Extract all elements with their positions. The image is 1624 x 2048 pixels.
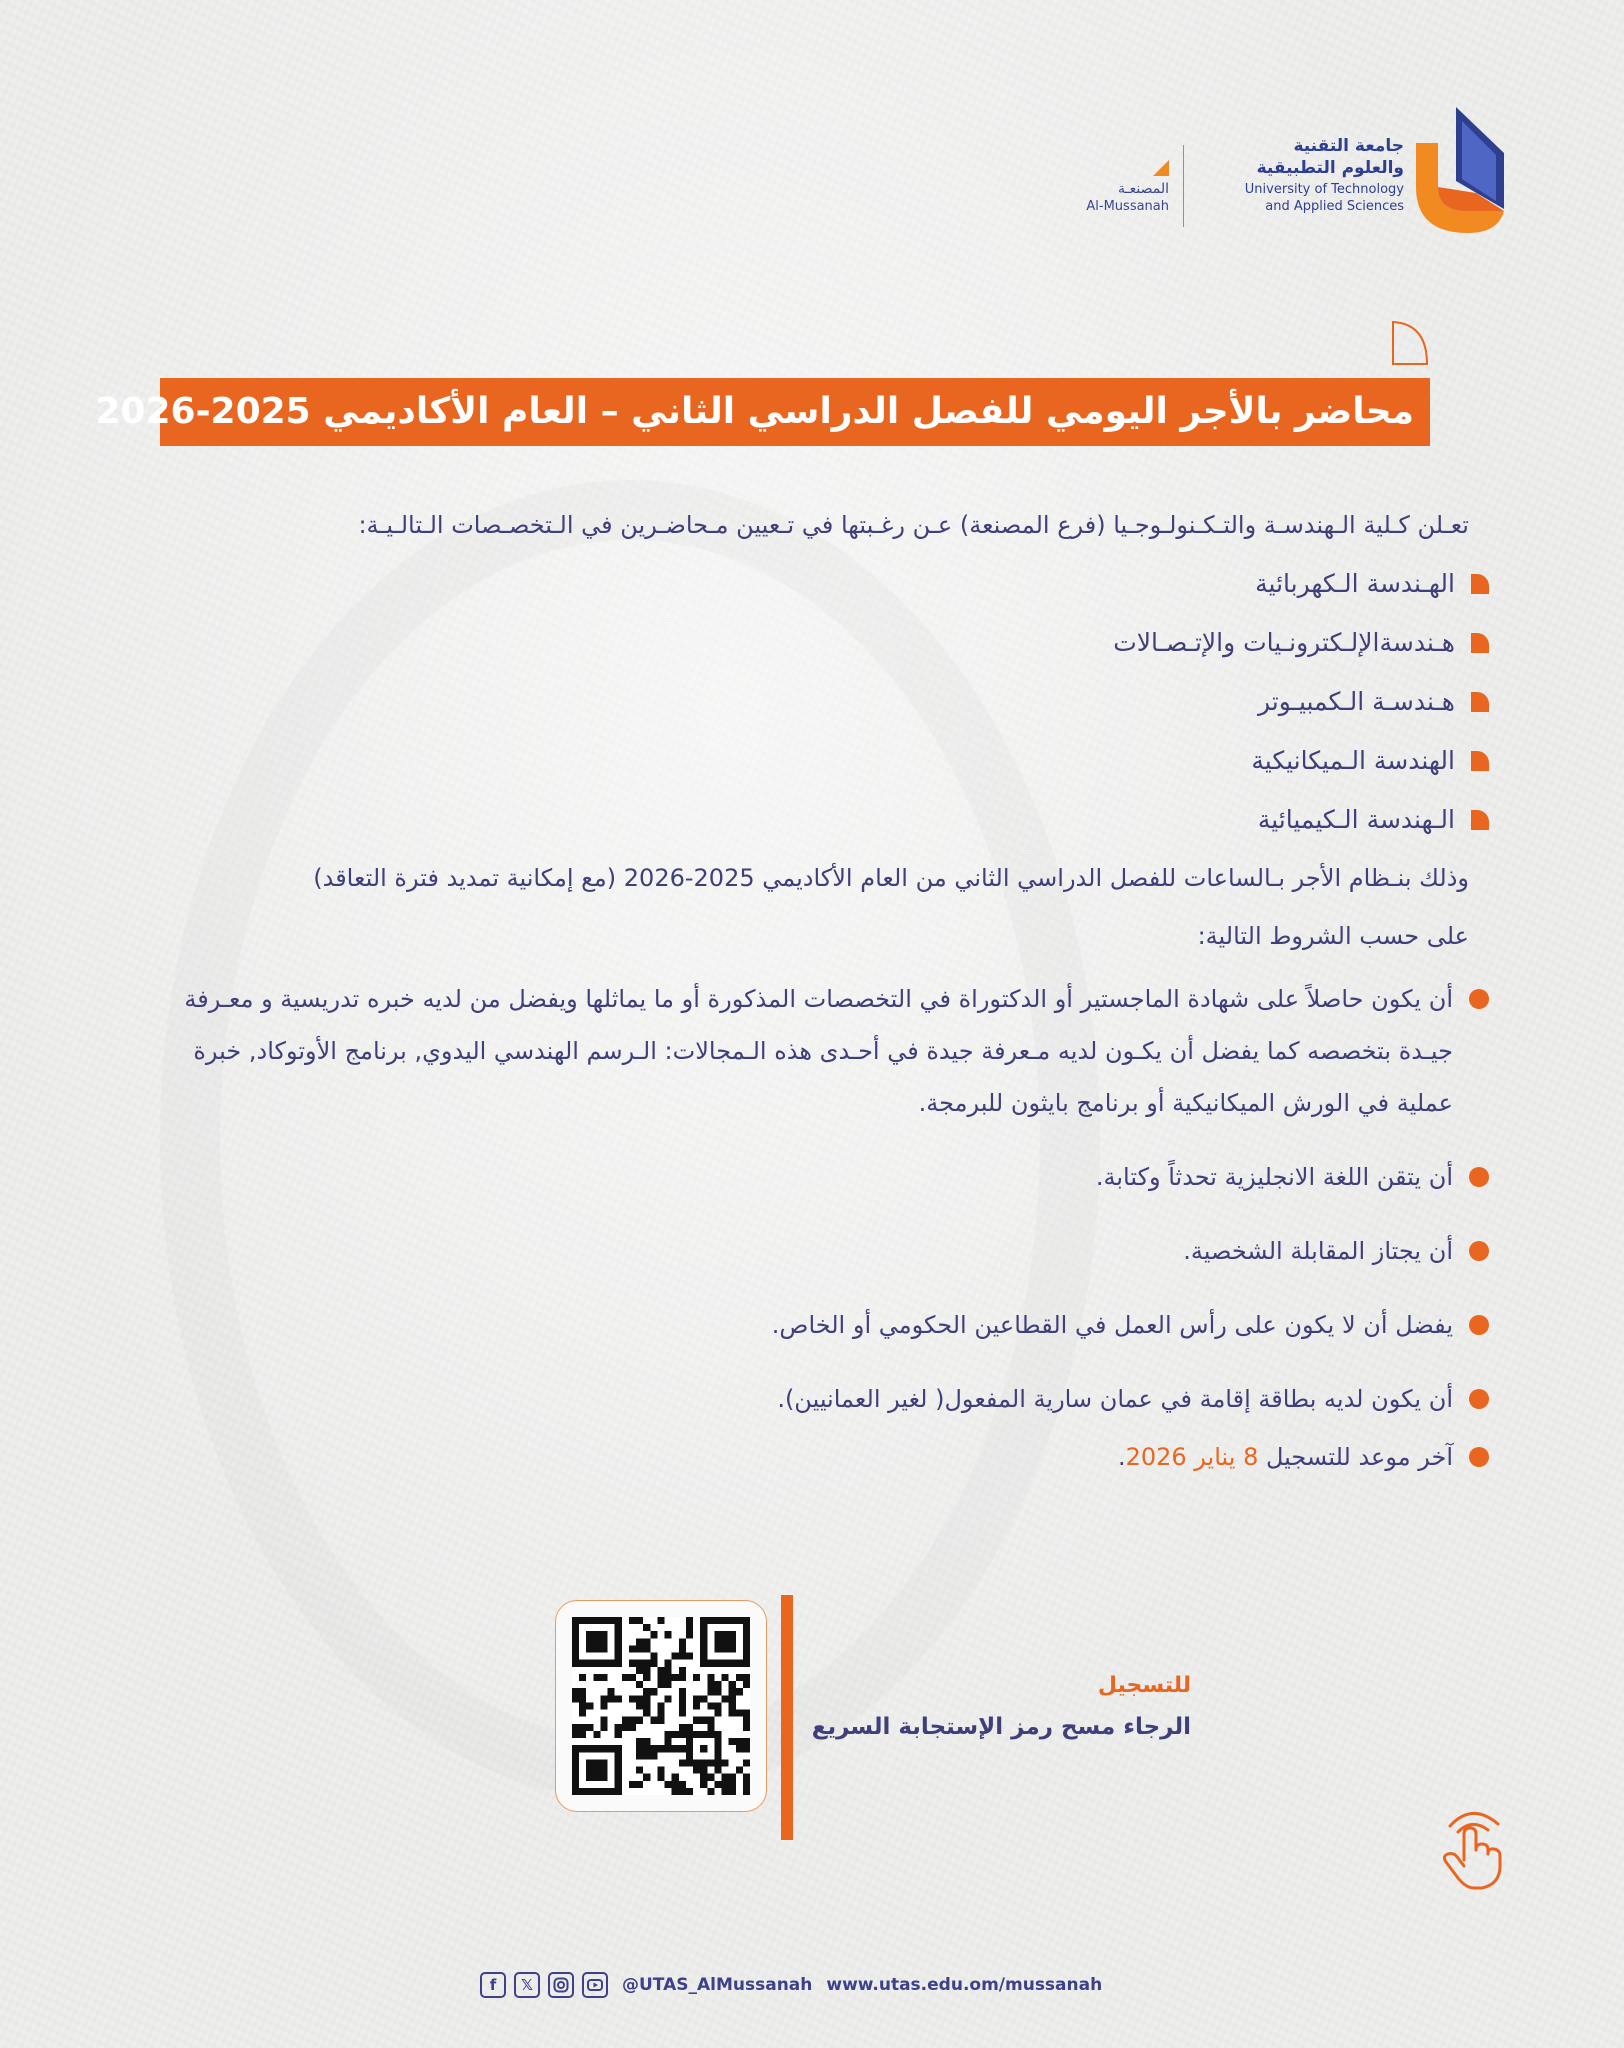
bullet-dot-icon [1469,1241,1489,1261]
quarter-circle-icon [1390,320,1430,366]
university-name [1194,135,1404,215]
qr-code[interactable] [572,1617,750,1795]
university-name-ar-line2: والعلوم التطبيقية [1256,158,1404,178]
bullet-dot-icon [1469,1167,1489,1187]
qr-card [555,1600,767,1812]
deadline-date: 8 يناير 2026 [1125,1443,1259,1471]
university-logo-icon [1416,107,1504,233]
registration-text [812,1668,1191,1750]
conditions-list [155,973,1489,1483]
registration-instruction: الرجاء مسح رمز الإستجابة السريع [811,1714,1191,1740]
specialization-label: الهـندسة الـكهربائية [1255,569,1455,598]
list-item [155,672,1489,731]
specialization-label: الـهندسة الـكيميائية [1257,805,1455,834]
conditions-intro: على حسب الشروط التالية: [1197,922,1469,950]
bullet-dot-icon [1469,1447,1489,1467]
logo-divider [1183,145,1184,227]
orange-marker-icon [1471,751,1489,771]
list-item [155,554,1489,613]
university-name-ar-line1: جامعة التقنية [1293,136,1404,156]
accent-bar [781,1595,793,1840]
instagram-icon[interactable] [548,1972,574,1998]
orange-marker-icon [1471,633,1489,653]
condition-text: يفضل أن لا يكون على رأس العمل في القطاعين الحكومي أو الخاص. [771,1311,1453,1339]
condition-text: أن يتقن اللغة الانجليزية تحدثاً وكتابة. [1095,1163,1453,1191]
deadline-item [155,1431,1489,1483]
specializations-list [155,554,1489,849]
specialization-label: هـندسـة الـكمبيـوتر [1257,687,1455,716]
intro-text: تعـلن كـلية الـهندسـة والتـكـنولـوجـيا (فرع المصنعة) عـن رغـبتها في تـعيين مـحاضـرين في الـتخصـصات الـتالـيـة: [358,511,1469,539]
branch-name-ar: المصنعـة [1118,181,1169,197]
condition-text: أن يكون لديه بطاقة إقامة في عمان سارية المفعول( لغير العمانيين). [777,1385,1453,1413]
website-link[interactable]: www.utas.edu.om/mussanah [826,1975,1103,1995]
list-item [155,1299,1489,1351]
bullet-dot-icon [1469,1389,1489,1409]
footer [480,1970,1102,2000]
orange-marker-icon [1471,692,1489,712]
deadline-text [1118,1431,1453,1483]
system-text: وذلك بنـظام الأجر بـالساعات للفصل الدراسي الثاني من العام الأكاديمي 2025-2026 (مع إمكانية تمديد فترة التعاقد) [313,864,1469,892]
bullet-dot-icon [1469,1315,1489,1335]
list-item [155,1225,1489,1277]
registration-label: للتسجيل [1097,1673,1191,1698]
facebook-icon[interactable]: f [480,1972,506,1998]
header-logos [1044,105,1504,245]
list-item [155,731,1489,790]
orange-marker-icon [1471,810,1489,830]
list-item [155,613,1489,672]
specialization-label: الهندسة الـميكانيكية [1251,746,1455,775]
tap-hand-icon [1432,1804,1514,1892]
announcement-body [155,500,1489,1505]
university-name-en-line1: University of Technology [1244,182,1404,197]
youtube-icon[interactable] [582,1972,608,1998]
branch-name-en: Al-Mussanah [1086,199,1169,214]
condition-text: أن يكون حاصلاً على شهادة الماجستير أو الدكتوراة في التخصصات المذكورة أو ما يماثلها ويفضل من لديه خبره تدريسية و معـرفة جيـدة بتخصصه كما يفضل أن يكـون لديه مـعرفة جيدة في أحـدى هذه الـمجالات: الـرسم الهندسي اليدوي, برنامج الأوتوكاد, خبرة عملية في الورش الميكانيكية أو برنامج بايثون للبرمجة. [184,985,1453,1117]
specialization-label: هـندسةالإلـكترونـيات والإتـصـالات [1113,628,1455,657]
list-item [155,1373,1489,1425]
orange-marker-icon [1471,574,1489,594]
page-title: محاضر بالأجر اليومي للفصل الدراسي الثاني – العام الأكاديمي 2025-2026 [160,378,1430,446]
condition-text: أن يجتاز المقابلة الشخصية. [1183,1237,1453,1265]
list-item [155,1151,1489,1203]
branch-logo [1086,160,1169,216]
bullet-dot-icon [1469,989,1489,1009]
deadline-suffix: . [1117,1443,1126,1471]
branch-mark-icon [1153,160,1169,176]
list-item [155,790,1489,849]
x-icon[interactable]: 𝕏 [514,1972,540,1998]
deadline-prefix: آخر موعد للتسجيل [1266,1443,1453,1471]
university-name-en-line2: and Applied Sciences [1265,199,1404,214]
list-item [155,973,1489,1129]
social-handle[interactable]: @UTAS_AlMussanah [622,1975,813,1995]
